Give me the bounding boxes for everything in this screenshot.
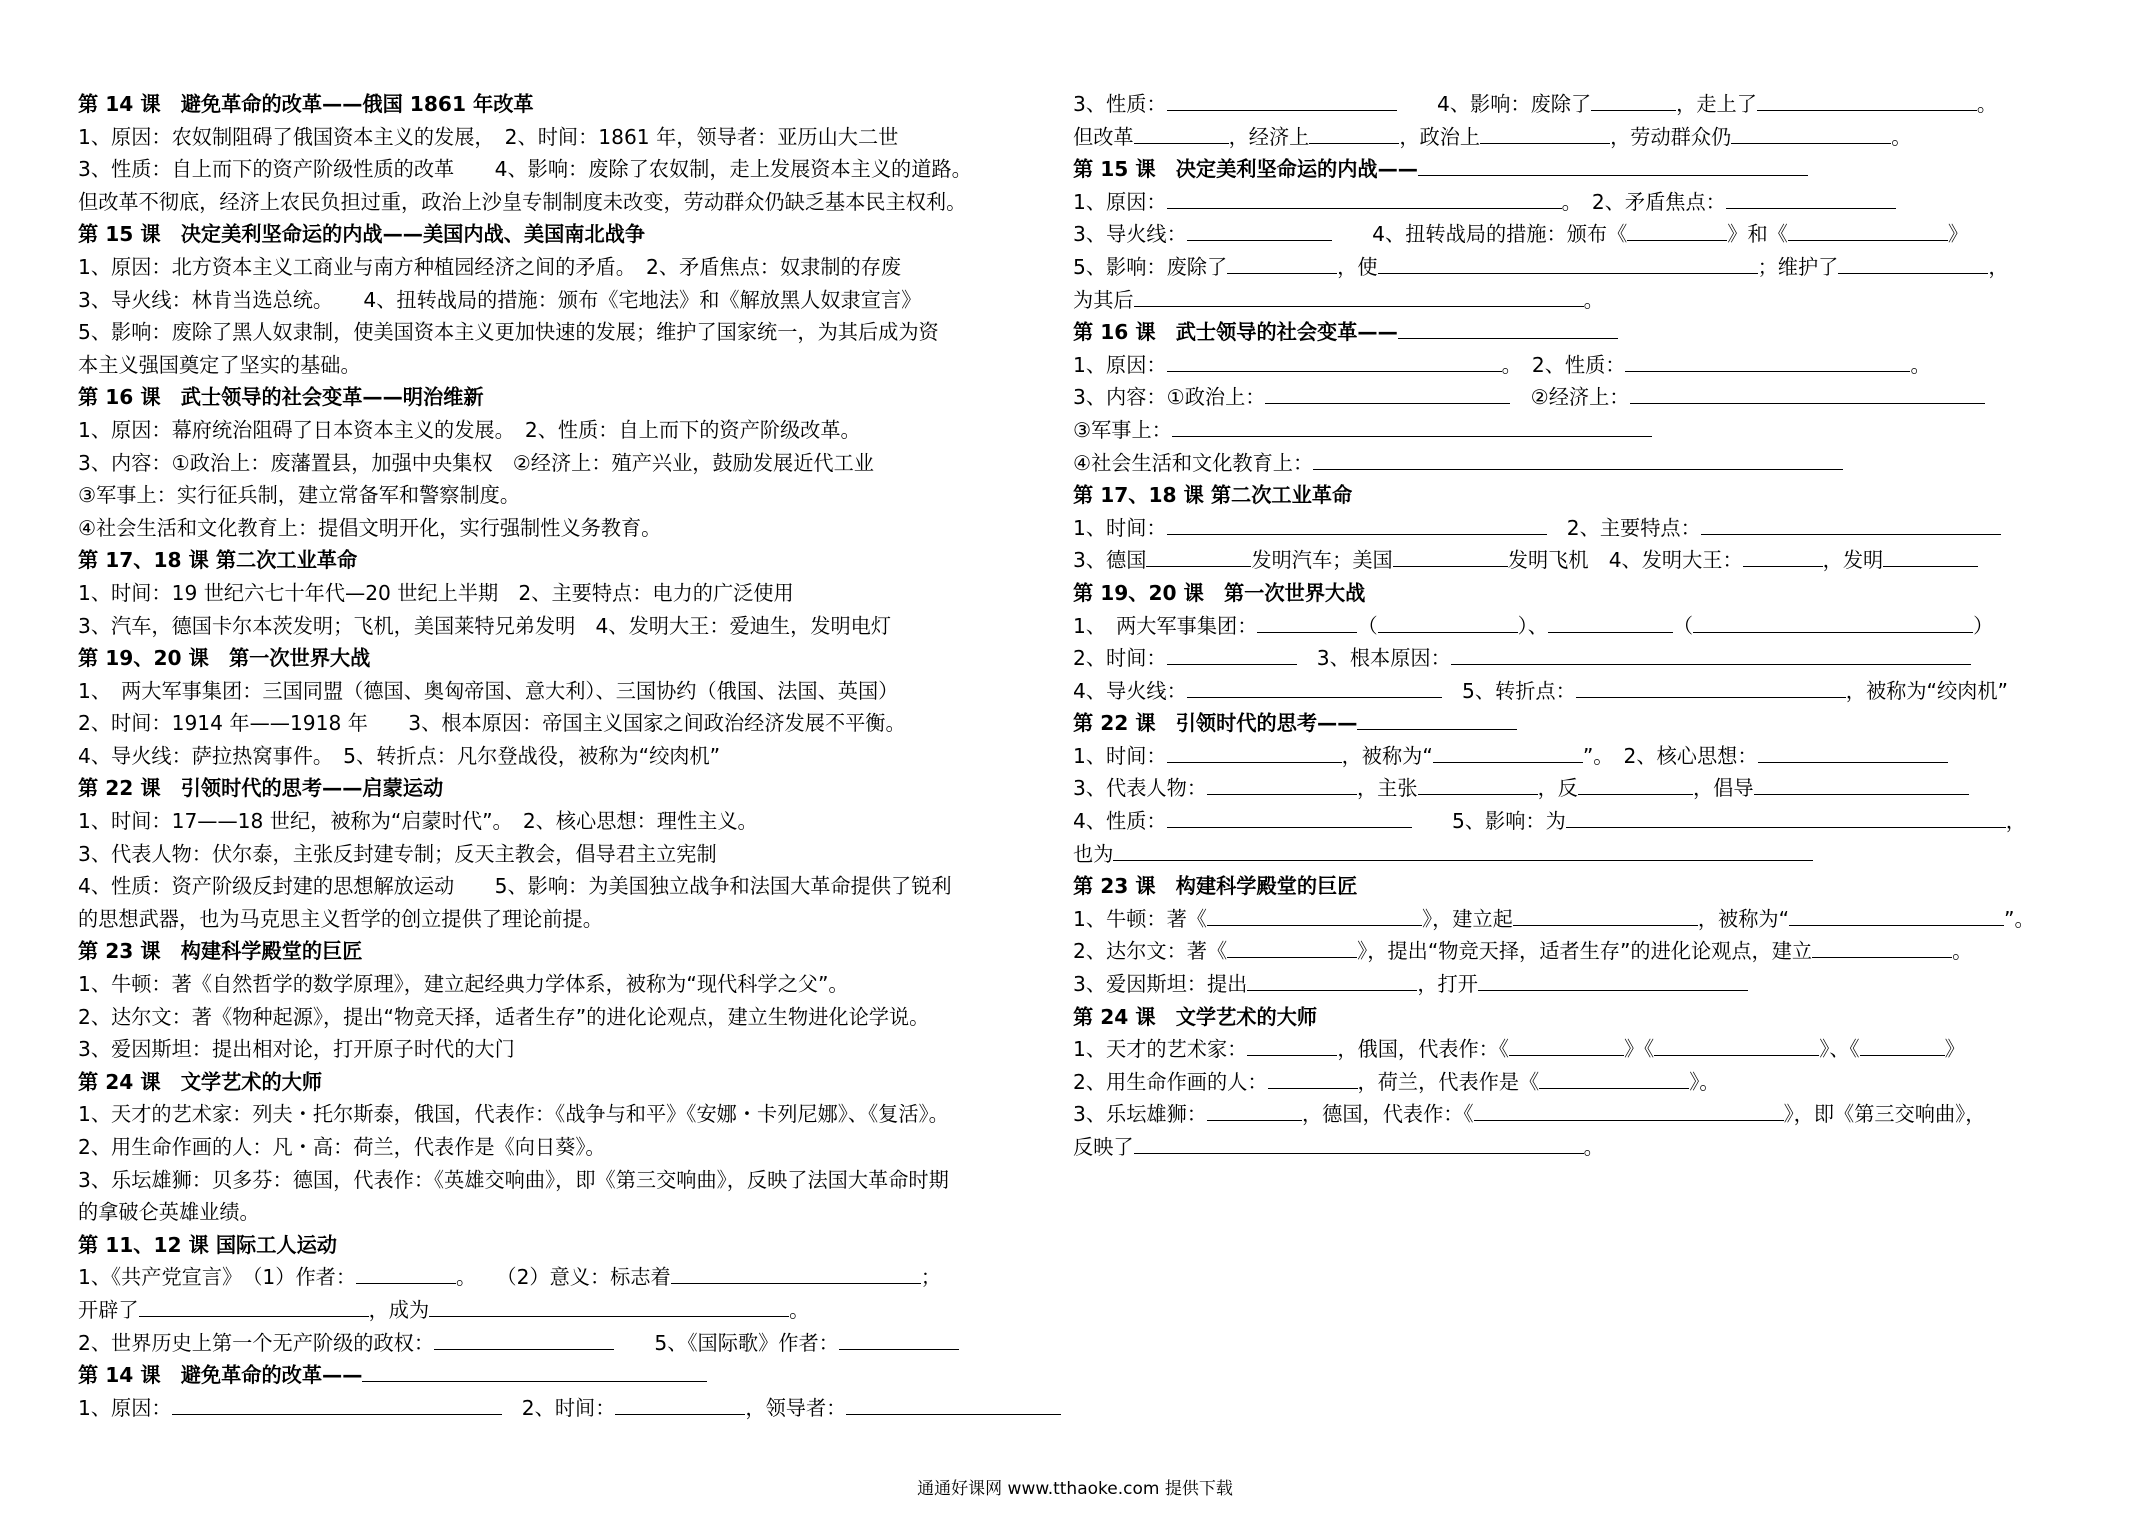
text-line [78,577,1038,610]
text-line [78,1294,1038,1327]
text-segment: （ [1672,613,1694,638]
right-column [1073,88,2033,1164]
text-segment: 2、达尔文：著《 [1073,939,1228,964]
text-segment: 1、原因：北方资本主义工商业与南方种植园经济之间的矛盾。 2、矛盾焦点：奴隶制的存废 [78,254,902,279]
text-segment: 1、时间：19 世纪六七十年代—20 世纪上半期 2、主要特点：电力的广泛使用 [78,580,794,605]
fill-in-blank [1758,740,1948,763]
text-segment: ，领导者： [745,1395,847,1420]
text-segment: 3、内容：①政治上：废藩置县，加强中央集权 ②经济上：殖产兴业，鼓励发展近代工业 [78,450,874,475]
fill-in-blank [1513,903,1698,926]
lesson-heading [78,1359,1038,1392]
text-segment: 。 [1910,352,1931,377]
text-segment: ”。 2、核心思想： [1582,743,1758,768]
text-segment: 4、性质： [1073,809,1167,834]
text-line [1073,512,2033,545]
text-segment: ③军事上：实行征兵制，建立常备军和警察制度。 [78,483,521,508]
fill-in-blank [1207,903,1422,926]
text-segment: 第 15 课 决定美利坚命运的内战——美国内战、美国南北战争 [78,222,646,247]
lesson-heading [78,772,1038,805]
fill-in-blank [1398,316,1618,339]
text-line [1073,544,2033,577]
text-line [78,870,1038,903]
text-line [78,1098,1038,1131]
fill-in-blank [1788,218,1948,241]
fill-in-blank [1754,772,1969,795]
text-segment: 。 [1952,939,1973,964]
text-segment: ，被称为“ [1341,743,1433,768]
text-segment: 3、代表人物： [1073,776,1207,801]
text-segment: ， [1988,254,2009,279]
fill-in-blank [1167,88,1397,111]
fill-in-blank [1134,1131,1584,1154]
text-segment: 3、导火线： [1073,222,1187,247]
text-line [1073,772,2033,805]
text-segment: 1、原因： [1073,352,1167,377]
text-segment: 第 15 课 决定美利坚命运的内战—— [1073,157,1418,182]
text-segment: ，主张 [1356,776,1418,801]
text-segment: 》、《 [1819,1037,1860,1062]
fill-in-blank [1654,1033,1819,1056]
text-line [1073,610,2033,643]
text-segment: 1、 两大军事集团： [1073,613,1258,638]
text-segment: ； [920,1265,941,1290]
text-line [78,1261,1038,1294]
lesson-heading [1073,577,2033,610]
fill-in-blank [1227,935,1357,958]
text-segment: 1、时间：17——18 世纪，被称为“启蒙时代”。 2、核心思想：理性主义。 [78,809,758,834]
text-segment: ，倡导 [1692,776,1754,801]
text-segment: 1、天才的艺术家：列夫・托尔斯泰，俄国，代表作：《战争与和平》《安娜・卡列尼娜》、《复活》。 [78,1102,949,1127]
fill-in-blank [1187,675,1442,698]
text-segment: ，被称为“绞肉机” [1845,678,2009,703]
text-segment: 第 16 课 武士领导的社会变革——明治维新 [78,385,484,410]
text-segment: 2、用生命作画的人：凡・高：荷兰，代表作是《向日葵》。 [78,1135,606,1159]
text-segment: ，德国，代表作：《 [1301,1102,1474,1127]
text-segment: ，打开 [1417,972,1478,997]
text-segment: 》 [1944,1037,1965,1062]
text-line [1073,805,2033,838]
text-segment: 1、牛顿：著《自然哲学的数学原理》，建立起经典力学体系，被称为“现代科学之父”。 [78,972,849,997]
text-line [78,838,1038,871]
fill-in-blank [1172,414,1652,437]
lesson-heading [78,88,1038,121]
fill-in-blank [1357,707,1517,730]
lesson-heading [1073,870,2033,903]
text-line [78,512,1038,545]
fill-in-blank [1313,447,1843,470]
text-segment: 。 （2）意义：标志着 [456,1265,671,1290]
fill-in-blank [1113,838,1813,861]
lesson-heading [1073,153,2033,186]
fill-in-blank [1566,805,2006,828]
text-line [1073,381,2033,414]
text-line [1073,1131,2033,1164]
text-segment: 3、性质： [1073,92,1167,116]
fill-in-blank [1167,512,1547,535]
text-segment: ，政治上 [1399,124,1481,149]
text-segment: ，走上了 [1676,92,1757,116]
fill-in-blank [1578,772,1693,795]
fill-in-blank [1418,153,1808,176]
text-segment: ，劳动群众仍 [1610,124,1732,149]
text-line [78,903,1038,936]
text-line [1073,1066,2033,1099]
text-segment: ③军事上： [1073,417,1172,442]
text-segment: 》，建立起 [1421,906,1513,931]
text-segment: 5、影响：废除了黑人奴隶制，使美国资本主义更加快速的发展；维护了国家统一，为其后成为资 [78,320,939,345]
fill-in-blank [1630,381,1985,404]
fill-in-blank [1474,1098,1784,1121]
text-line [78,740,1038,773]
fill-in-blank [1207,772,1357,795]
fill-in-blank [1860,1033,1945,1056]
text-segment: 》《 [1623,1037,1655,1062]
text-segment: 》和《 [1727,222,1788,247]
text-segment: 3、爱因斯坦：提出 [1073,972,1248,997]
text-segment: 5、影响：为 [1411,809,1566,834]
text-line [78,1164,1038,1197]
text-line [1073,838,2033,871]
lesson-heading [78,642,1038,675]
fill-in-blank [1757,88,1977,111]
text-segment: 1、原因： [1073,189,1167,214]
text-segment: 。 [1891,124,1912,149]
text-segment: 2、用生命作画的人： [1073,1069,1268,1094]
text-line [78,805,1038,838]
text-segment: 第 14 课 避免革命的改革—— [78,1363,363,1388]
text-line [78,447,1038,480]
text-line [78,1131,1038,1164]
fill-in-blank [1743,544,1823,567]
fill-in-blank [356,1261,456,1284]
text-segment: 第 22 课 引领时代的思考——启蒙运动 [78,776,444,801]
text-segment: ） [1973,613,1994,638]
text-line [1073,642,2033,675]
text-line [1073,935,2033,968]
text-line [1073,447,2033,480]
lesson-heading [78,218,1038,251]
fill-in-blank [429,1294,789,1317]
text-line [78,707,1038,740]
fill-in-blank [1167,642,1297,665]
text-segment: ， [2005,809,2026,834]
text-line [78,1001,1038,1034]
text-segment: 3、内容：①政治上： [1073,385,1266,410]
fill-in-blank [1393,544,1508,567]
fill-in-blank [1227,251,1337,274]
text-segment: ，成为 [368,1297,430,1322]
fill-in-blank [1167,349,1502,372]
text-segment: 4、性质：资产阶级反封建的思想解放运动 5、影响：为美国独立战争和法国大革命提供了锐利 [78,874,952,899]
lesson-heading [1073,316,2033,349]
fill-in-blank [1146,544,1251,567]
text-segment: 的拿破仑英雄业绩。 [78,1200,260,1225]
text-segment: 4、导火线： [1073,678,1187,703]
text-segment: 》 [1947,222,1969,247]
fill-in-blank [1701,512,2001,535]
text-segment: 5、《国际歌》作者： [614,1330,839,1355]
text-segment: 发明汽车；美国 [1251,548,1393,573]
fill-in-blank [362,1359,707,1382]
text-line [78,610,1038,643]
text-segment: 。 [789,1297,810,1322]
text-line [1073,968,2033,1001]
lesson-heading [1073,1001,2033,1034]
fill-in-blank [1167,740,1342,763]
footer-credit: 通通好课网 www.tthaoke.com 提供下载 [917,1479,1233,1499]
text-line [78,316,1038,349]
lesson-heading [78,381,1038,414]
text-segment: 1、《共产党宣言》 （1）作者： [78,1265,357,1290]
text-segment: 4、影响：废除了 [1396,92,1592,116]
fill-in-blank [1812,935,1952,958]
fill-in-blank [1378,610,1518,633]
text-line [78,1196,1038,1229]
fill-in-blank [1726,186,1896,209]
text-segment: 第 17、18 课 第二次工业革命 [1073,483,1353,508]
fill-in-blank [1883,544,1978,567]
lesson-heading [78,1066,1038,1099]
text-segment: 1、原因： [78,1395,172,1420]
text-segment: ④社会生活和文化教育上：提倡文明开化，实行强制性义务教育。 [78,515,662,540]
lesson-heading [78,1229,1038,1262]
fill-in-blank [139,1294,369,1317]
fill-in-blank [1625,349,1910,372]
text-segment: 。 2、性质： [1501,352,1626,377]
fill-in-blank [1309,121,1399,144]
text-line [1073,1098,2033,1131]
text-segment: 1、时间： [1073,743,1167,768]
text-segment: 第 22 课 引领时代的思考—— [1073,711,1358,736]
text-segment: ，被称为“ [1697,906,1790,931]
lesson-heading [1073,707,2033,740]
text-segment: 》，提出“物竞天择，适者生存”的进化论观点，建立 [1357,939,1813,964]
text-segment: ，俄国，代表作：《 [1337,1037,1509,1062]
fill-in-blank [1378,251,1758,274]
text-segment: 第 19、20 课 第一次世界大战 [78,646,371,671]
fill-in-blank [1433,740,1583,763]
fill-in-blank [1627,218,1727,241]
text-segment: 1、原因：农奴制阻碍了俄国资本主义的发展， 2、时间：1861 年，领导者：亚历山大二世 [78,124,899,149]
fill-in-blank [1207,1098,1302,1121]
fill-in-blank [1257,610,1357,633]
fill-in-blank [1247,1033,1337,1056]
text-line [78,349,1038,382]
fill-in-blank [615,1392,745,1415]
text-line [78,153,1038,186]
text-line [1073,284,2033,317]
fill-in-blank [846,1392,1061,1415]
text-line [1073,414,2033,447]
text-segment: 3、爱因斯坦：提出相对论，打开原子时代的大门 [78,1037,515,1062]
text-line [78,251,1038,284]
text-line [1073,88,2033,121]
text-segment: 5、转折点： [1441,678,1576,703]
fill-in-blank [1167,186,1562,209]
fill-in-blank [671,1261,921,1284]
text-segment: 2、时间： [501,1395,616,1420]
text-segment: ”。 [2004,906,2035,931]
text-segment: 第 24 课 文学艺术的大师 [1073,1004,1318,1029]
text-segment: 3、汽车，德国卡尔本茨发明；飞机，美国莱特兄弟发明 4、发明大王：爱迪生，发明电灯 [78,613,892,638]
text-segment: 但改革不彻底，经济上农民负担过重，政治上沙皇专制制度未改变，劳动群众仍缺乏基本民主权利。 [78,189,967,214]
fill-in-blank [1576,675,1846,698]
fill-in-blank [1451,642,1971,665]
text-line [1073,121,2033,154]
text-segment: 3、导火线：林肯当选总统。 4、扭转战局的措施：颁布《宅地法》和《解放黑人奴隶宣言》 [78,287,922,312]
left-column [78,88,1038,1424]
text-segment: 。 2、矛盾焦点： [1561,189,1726,214]
text-line [78,284,1038,317]
text-segment: 1、原因：幕府统治阻碍了日本资本主义的发展。 2、性质：自上而下的资产阶级改革。 [78,417,861,442]
text-line [78,675,1038,708]
text-segment: 3、德国 [1073,548,1147,573]
text-segment: ）、 [1517,613,1548,638]
fill-in-blank [1187,218,1332,241]
text-segment: 发明飞机 4、发明大王： [1507,548,1743,573]
fill-in-blank [1134,284,1584,307]
text-segment: 第 19、20 课 第一次世界大战 [1073,580,1366,605]
fill-in-blank [1509,1033,1624,1056]
text-segment: （ [1357,613,1378,638]
fill-in-blank [1247,968,1417,991]
text-line [78,186,1038,219]
text-segment: 为其后 [1073,287,1134,312]
text-segment: 1、 两大军事集团：三国同盟（德国、奥匈帝国、意大利）、三国协约（俄国、法国、英国） [78,678,899,703]
fill-in-blank [1693,610,1973,633]
text-segment: ，荷兰，代表作是《 [1357,1069,1540,1094]
fill-in-blank [1539,1066,1689,1089]
text-segment: 2、世界历史上第一个无产阶级的政权： [78,1330,435,1355]
fill-in-blank [1167,805,1412,828]
fill-in-blank [434,1327,614,1350]
fill-in-blank [1591,88,1676,111]
fill-in-blank [172,1392,502,1415]
text-segment: 2、达尔文：著《物种起源》，提出“物竞天择，适者生存”的进化论观点，建立生物进化论学说。 [78,1004,930,1029]
text-segment: 第 11、12 课 国际工人运动 [78,1232,337,1257]
text-segment: 3、代表人物：伏尔泰，主张反封建专制；反天主教会，倡导君主立宪制 [78,841,717,866]
text-line [1073,349,2033,382]
text-segment: ，使 [1337,254,1378,279]
text-segment: 反映了 [1073,1135,1134,1159]
text-segment: 》，即《第三交响曲》， [1783,1102,1986,1127]
fill-in-blank [1478,968,1748,991]
fill-in-blank [1265,381,1510,404]
text-line [1073,1033,2033,1066]
lesson-heading [78,544,1038,577]
fill-in-blank [839,1327,959,1350]
text-segment: ；维护了 [1757,254,1839,279]
text-segment: 3、乐坛雄狮： [1073,1102,1207,1127]
text-segment: 开辟了 [78,1297,139,1322]
lesson-heading [1073,479,2033,512]
text-line [78,968,1038,1001]
fill-in-blank [1480,121,1610,144]
text-line [1073,186,2033,219]
text-segment: 第 23 课 构建科学殿堂的巨匠 [1073,874,1358,899]
text-segment: 第 16 课 武士领导的社会变革—— [1073,320,1398,345]
text-line [78,1392,1038,1425]
fill-in-blank [1731,121,1891,144]
text-segment: 2、时间：1914 年——1918 年 3、根本原因：帝国主义国家之间政治经济发展不平衡。 [78,711,906,736]
text-line [78,414,1038,447]
fill-in-blank [1548,610,1673,633]
text-segment: 》。 [1689,1069,1720,1094]
text-segment: 。 [1583,1135,1604,1159]
text-segment: 。 [1976,92,1998,116]
text-segment: 2、时间： [1073,646,1167,671]
text-segment: 第 17、18 课 第二次工业革命 [78,548,358,573]
text-segment: 本主义强国奠定了坚实的基础。 [78,352,361,377]
fill-in-blank [1134,121,1229,144]
text-segment: ④社会生活和文化教育上： [1073,450,1314,475]
text-line [78,1327,1038,1360]
text-segment: 1、天才的艺术家： [1073,1037,1248,1062]
text-segment: 也为 [1073,841,1114,866]
text-segment: 1、牛顿：著《 [1073,906,1207,931]
text-segment: 第 24 课 文学艺术的大师 [78,1069,323,1094]
text-segment: 5、影响：废除了 [1073,254,1228,279]
lesson-heading [78,935,1038,968]
text-segment: 3、根本原因： [1296,646,1451,671]
text-line [1073,251,2033,284]
fill-in-blank [1838,251,1988,274]
fill-in-blank [1268,1066,1358,1089]
text-line [78,121,1038,154]
fill-in-blank [1789,903,2004,926]
text-segment: ，经济上 [1228,124,1310,149]
text-segment: 3、性质：自上而下的资产阶级性质的改革 4、影响：废除了农奴制，走上发展资本主义的道路。 [78,157,972,182]
text-segment: 第 14 课 避免革命的改革——俄国 1861 年改革 [78,92,534,116]
fill-in-blank [1418,772,1538,795]
text-segment: 1、时间： [1073,515,1167,540]
text-line [1073,740,2033,773]
text-segment: 4、扭转战局的措施：颁布《 [1331,222,1628,247]
text-segment: ，发明 [1822,548,1884,573]
text-segment: 3、乐坛雄狮：贝多芬：德国，代表作：《英雄交响曲》，即《第三交响曲》，反映了法国大革命时期 [78,1167,949,1192]
text-line [1073,675,2033,708]
text-line [1073,218,2033,251]
text-segment: 4、导火线：萨拉热窝事件。 5、转折点：凡尔登战役，被称为“绞肉机” [78,743,721,768]
text-segment: 但改革 [1073,124,1134,149]
text-line [78,479,1038,512]
text-line [78,1033,1038,1066]
text-segment: ②经济上： [1510,385,1630,410]
text-segment: 2、主要特点： [1546,515,1701,540]
text-segment: 第 23 课 构建科学殿堂的巨匠 [78,939,363,964]
text-segment: 的思想武器，也为马克思主义哲学的创立提供了理论前提。 [78,906,603,931]
text-segment: 。 [1583,287,1604,312]
text-segment: ，反 [1537,776,1578,801]
text-line [1073,903,2033,936]
